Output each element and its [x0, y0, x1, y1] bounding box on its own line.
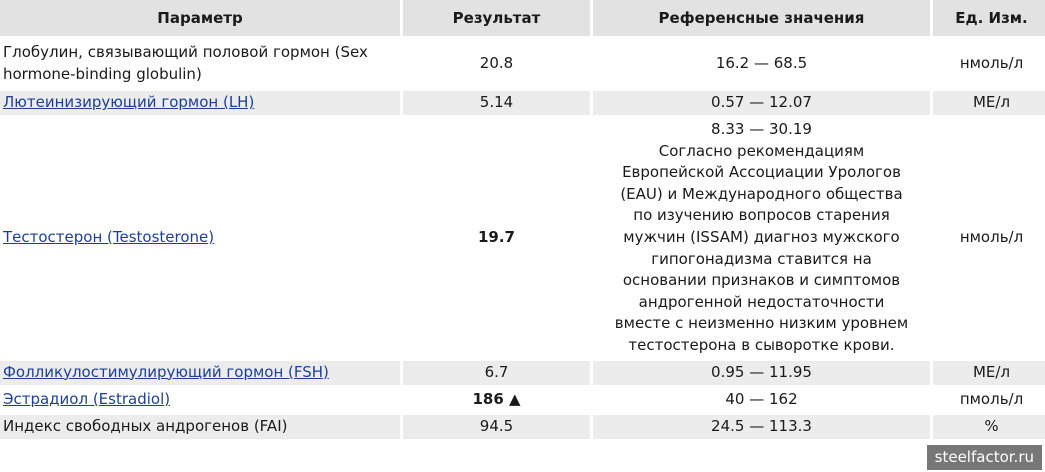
result-cell: 20.8: [403, 39, 590, 88]
table-row: [0, 118, 1045, 358]
watermark: steelfactor.ru: [927, 445, 1042, 470]
unit-cell: МЕ/л: [933, 91, 1045, 115]
param-link-estradiol[interactable]: Эстрадиол (Estradiol): [3, 389, 171, 408]
reference-cell: 0.95 — 11.95: [593, 361, 930, 385]
table-row: [0, 91, 1045, 115]
reference-range: 8.33 — 30.19: [711, 120, 812, 138]
header-unit: Ед. Изм.: [933, 0, 1045, 36]
result-cell-elevated: 186 ▲: [403, 388, 590, 412]
header-result: Результат: [403, 0, 590, 36]
unit-cell: %: [933, 415, 1045, 439]
param-cell: [0, 118, 400, 358]
reference-cell: 16.2 — 68.5: [593, 39, 930, 88]
param-text-fai: Индекс свободных андрогенов (FAI): [3, 416, 288, 435]
param-cell: [0, 91, 400, 115]
table-row: [0, 388, 1045, 412]
reference-cell: 40 — 162: [593, 388, 930, 412]
unit-cell: нмоль/л: [933, 39, 1045, 88]
header-reference: Референсные значения: [593, 0, 930, 36]
param-cell: [0, 388, 400, 412]
unit-cell: МЕ/л: [933, 361, 1045, 385]
reference-cell: 24.5 — 113.3: [593, 415, 930, 439]
result-cell: 5.14: [403, 91, 590, 115]
param-cell: [0, 415, 400, 439]
unit-cell: пмоль/л: [933, 388, 1045, 412]
param-cell: [0, 39, 400, 88]
param-link-lh[interactable]: Лютеинизирующий гормон (LH): [3, 93, 255, 112]
reference-cell: [593, 118, 930, 358]
result-cell: 6.7: [403, 361, 590, 385]
result-cell: 19.7: [403, 118, 590, 358]
reference-cell: 0.57 — 12.07: [593, 91, 930, 115]
header-row: [0, 0, 1045, 36]
result-cell: 94.5: [403, 415, 590, 439]
unit-cell: нмоль/л: [933, 118, 1045, 358]
param-link-fsh[interactable]: Фолликулостимулирующий гормон (FSH): [3, 362, 329, 381]
param-text-shbg: Глобулин, связывающий половой гормон (Sex hormone-binding globulin): [3, 42, 368, 83]
param-link-testosterone[interactable]: Тестостерон (Testosterone): [3, 227, 215, 246]
table-row: [0, 361, 1045, 385]
header-param: Параметр: [0, 0, 400, 36]
table-row: [0, 415, 1045, 439]
param-cell: [0, 361, 400, 385]
table-row: [0, 39, 1045, 88]
reference-note: Согласно рекомендациям Европейской Ассоциации Урологов (EAU) и Международного общества по изучению вопросов старения мужчин (ISSAM) диагноз мужского гипогонадизма ставится на основании признаков и симптомов андрогенной недостаточности вместе с неизменно низким уровнем тестостерона в сыворотке крови.: [614, 141, 909, 354]
